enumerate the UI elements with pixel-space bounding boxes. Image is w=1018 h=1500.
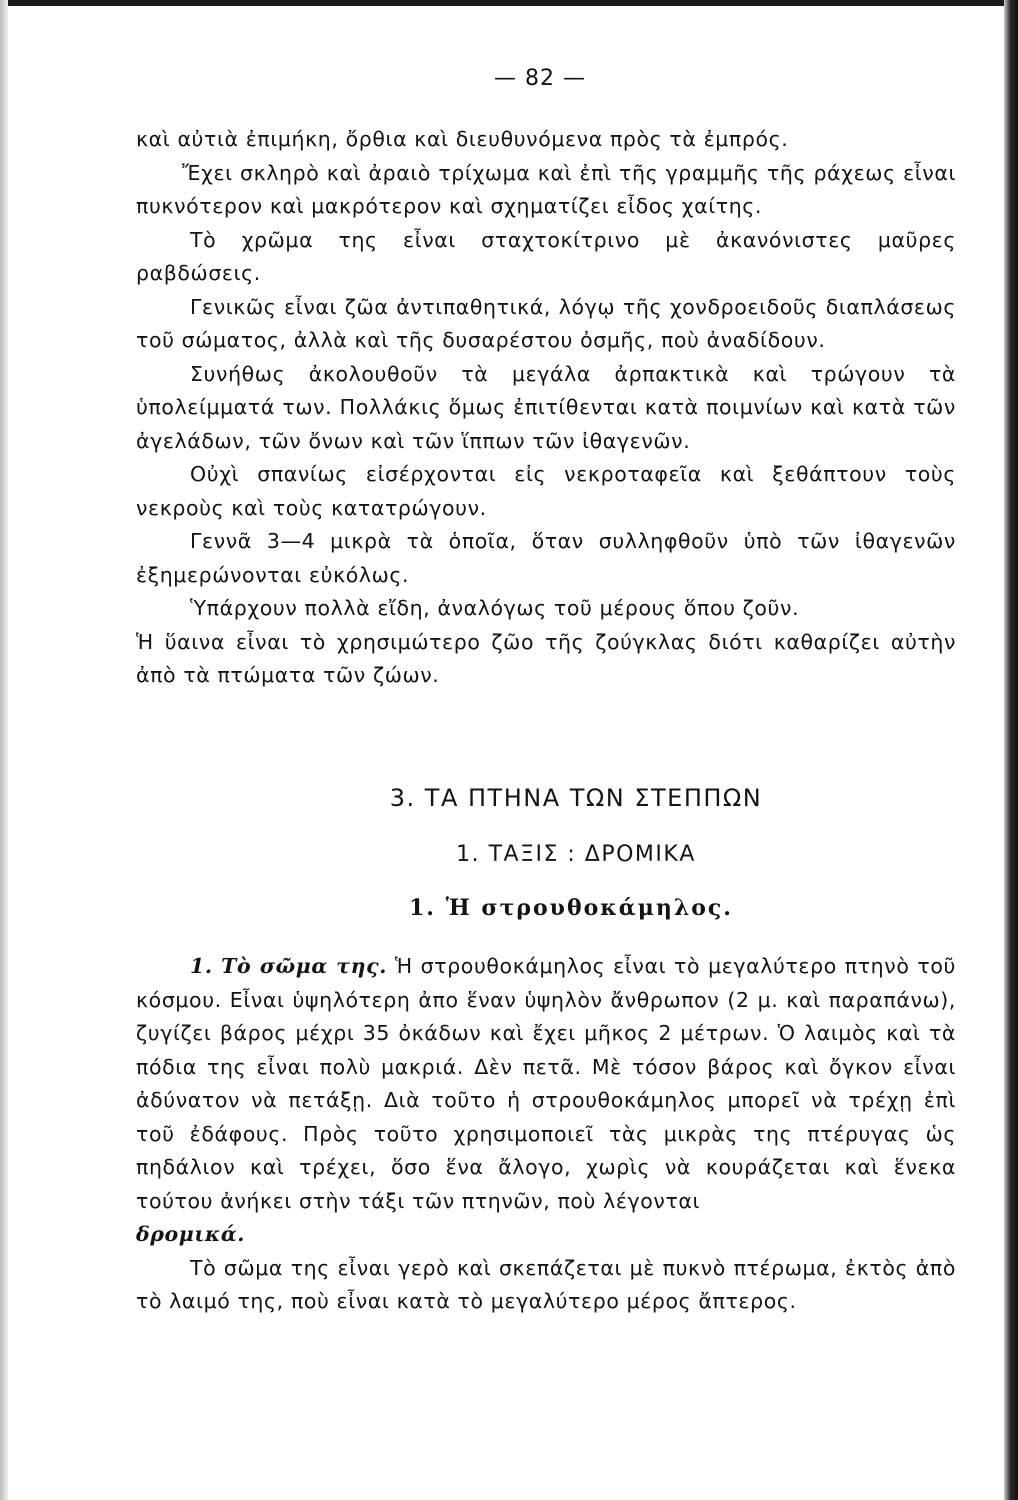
animal-heading: 1. Ἡ στρουθοκάμηλος. (409, 895, 733, 921)
paragraph: Τὸ σῶμα της εἶναι γερὸ καὶ σκεπάζεται μὲ πυκνὸ πτέρωμα, ἐκτὸς ἀπὸ τὸ λαιμό της, ποὺ εἶναι κατὰ τὸ μεγαλύτερο μέρος ἄπτερος. (136, 1255, 956, 1313)
paragraph (136, 950, 956, 1252)
paragraph: Ἔχει σκληρὸ καὶ ἀραιὸ τρίχωμα καὶ ἐπὶ τῆς γραμμῆς τῆς ράχεως εἶναι πυκνότερον καὶ μακρότερον καὶ σχηματίζει εἶδος χαίτης. (136, 160, 956, 218)
paragraph: Ὑπάρχουν πολλὰ εἴδη, ἀναλόγως τοῦ μέρους ὅπου ζοῦν. (190, 596, 800, 620)
scan-top-edge (0, 0, 1018, 6)
scan-left-edge (0, 0, 8, 1500)
scan-right-edge (1004, 0, 1018, 1500)
page-number: — 82 — (494, 66, 586, 91)
paragraph: Γεννᾶ 3—4 μικρὰ τὰ ὁποῖα, ὅταν συλληφθοῦν ὑπὸ τῶν ἰθαγενῶν ἐξημερώνονται εὐκόλως. (136, 529, 956, 587)
paragraph: Συνήθως ἀκολουθοῦν τὰ μεγάλα ἀρπακτικὰ καὶ τρώγουν τὰ ὑπολείμματά των. Πολλάκις ὅμως ἐπιτίθενται κατὰ ποιμνίων καὶ κατὰ τῶν ἀγελάδων, τῶν ὄνων καὶ τῶν ἵππων τῶν ἰθαγενῶν. (136, 361, 956, 453)
paragraph-label: 1. Τὸ σῶμα της. (190, 954, 387, 978)
paragraph: Ἡ ὕαινα εἶναι τὸ χρησιμώτερο ζῶο τῆς ζούγκλας διότι καθαρίζει αὐτὴν ἀπὸ τὰ πτώματα τῶν ζώων. (136, 629, 956, 687)
paragraph: καὶ αὐτιὰ ἐπιμήκη, ὄρθια καὶ διευθυνόμενα πρὸς τὰ ἐμπρός. (136, 127, 789, 151)
ostrich-text-block (136, 950, 956, 1319)
paragraph: Γενικῶς εἶναι ζῶα ἀντιπαθητικά, λόγῳ τῆς χονδροειδοῦς διαπλάσεως τοῦ σώματος, ἀλλὰ καὶ τῆς δυσαρέστου ὀσμῆς, ποὺ ἀναδίδουν. (136, 294, 956, 352)
paragraph-body: Ἡ στρουθοκάμηλος εἶναι τὸ μεγαλύτερο πτηνὸ τοῦ κόσμου. Εἶναι ὑψηλότερη ἀπο ἕναν ὑψηλὸν ἄνθρωπον (2 μ. καὶ παραπάνω), ζυγίζει βάρος μέχρι 35 ὀκάδων καὶ ἔχει μῆκος 2 μέτρων. Ὁ λαιμὸς καὶ τὰ πόδια της εἶναι πολὺ μακριά. Δὲν πετᾶ. Μὲ τόσον βάρος καὶ ὄγκον εἶναι ἀδύνατον νὰ πετάξῃ. Διὰ τοῦτο ἡ στρουθοκάμηλος μπορεῖ νὰ τρέχῃ ἐπὶ τοῦ ἐδάφους. Πρὸς τοῦτο χρησιμοποιεῖ τὰς μικρὰς της πτέρυγας ὡς πηδάλιον καὶ τρέχει, ὅσο ἕνα ἄλογο, χωρὶς νὰ κουράζεται καὶ ἕνεκα τούτου ἀνήκει στὴν τάξι τῶν πτηνῶν, ποὺ λέγονται (136, 954, 956, 1213)
term: δρομικά. (136, 1222, 245, 1246)
paragraph: Οὐχὶ σπανίως εἰσέρχονται εἰς νεκροταφεῖα καὶ ξεθάπτουν τοὺς νεκροὺς καὶ τοὺς κατατρώγουν. (136, 462, 956, 520)
paragraph: Τὸ χρῶμα της εἶναι σταχτοκίτρινο μὲ ἀκανόνιστες μαῦρες ραβδώσεις. (136, 227, 956, 285)
section-heading: 3. ΤΑ ΠΤΗΝΑ ΤΩΝ ΣΤΕΠΠΩΝ (389, 784, 763, 812)
class-heading: 1. ΤΑΞΙΣ : ΔΡΟΜΙΚΑ (456, 842, 696, 867)
hyena-text-block (136, 123, 956, 693)
